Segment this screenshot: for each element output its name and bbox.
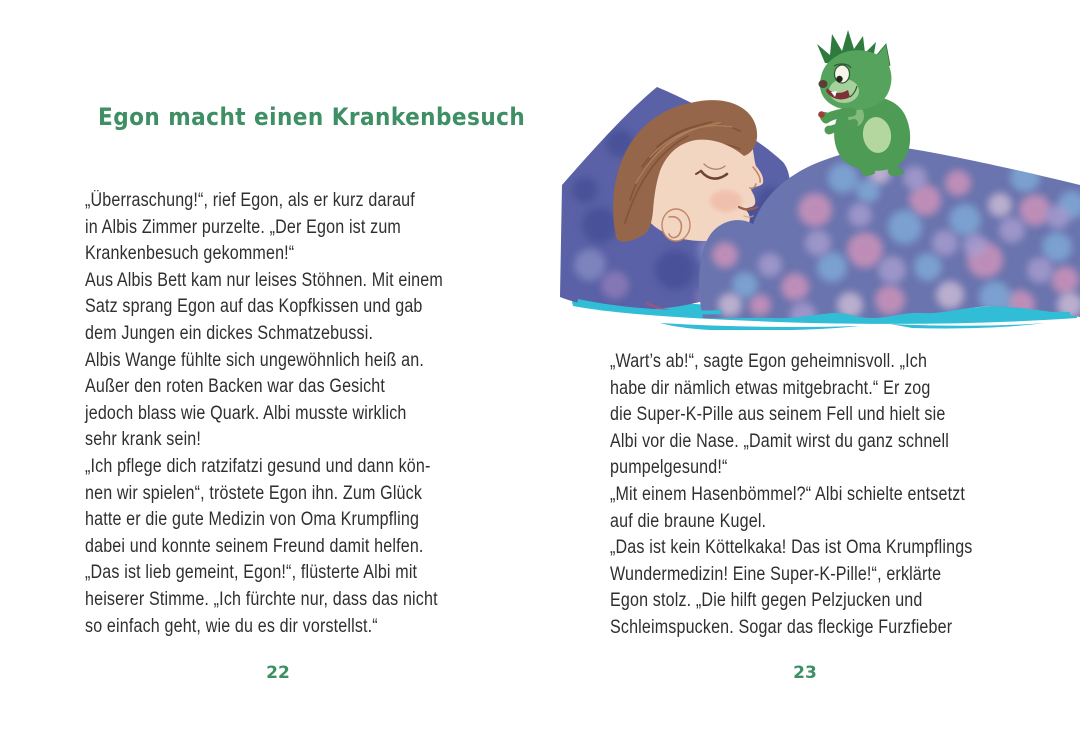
monster-paw-lower — [825, 126, 834, 135]
text-line: Schleimspucken. Sogar das fleckige Furzfieber — [610, 616, 953, 638]
monster-foot-right — [890, 168, 904, 175]
text-line: Wundermedizin! Eine Super-K-Pille!“, erklärte — [610, 563, 942, 585]
text-line: Satz sprang Egon auf das Kopfkissen und gab — [85, 296, 423, 318]
story-illustration — [560, 15, 1080, 330]
monster-foot-left — [861, 168, 875, 175]
cheek-blush — [710, 190, 742, 212]
text-line: „Ich pflege dich ratzifatzi gesund und dann kön- — [85, 455, 431, 477]
right-text-block — [610, 349, 1007, 642]
text-line: Krankenbesuch gekommen!“ — [85, 243, 295, 265]
text-line: „Das ist lieb gemeint, Egon!“, flüsterte Albi mit — [85, 562, 418, 584]
text-line: auf die braune Kugel. — [610, 510, 767, 532]
text-line: „Überraschung!“, rief Egon, als er kurz darauf — [85, 190, 415, 211]
text-line: hatte er die gute Medizin von Oma Krumpfling — [85, 509, 420, 531]
monster-nose — [819, 80, 828, 88]
text-line: so einfach geht, wie du es dir vorstellst.“ — [85, 615, 378, 637]
chapter-title: Egon macht einen Krankenbesuch — [98, 103, 526, 131]
boy-ear — [662, 209, 690, 241]
text-line: Albis Wange fühlte sich ungewöhnlich heiß an. — [85, 349, 425, 371]
text-line: in Albis Zimmer purzelte. „Der Egon ist zum — [85, 216, 401, 238]
text-line: pumpelgesund!“ — [610, 457, 728, 479]
text-line: heiserer Stimme. „Ich fürchte nur, dass das nicht — [85, 588, 438, 610]
text-line: dem Jungen ein dickes Schmatzebussi. — [85, 322, 374, 344]
monster-pupil — [836, 76, 842, 82]
text-line: die Super-K-Pille aus seinem Fell und hielt sie — [610, 404, 946, 426]
text-line: sehr krank sein! — [85, 429, 202, 451]
text-line: „Mit einem Hasenbömmel?“ Albi schielte entsetzt — [610, 483, 966, 505]
text-line: jedoch blass wie Quark. Albi musste wirklich — [85, 402, 407, 424]
text-line: „Das ist kein Köttelkaka! Das ist Oma Krumpflings — [610, 537, 973, 559]
text-line: dabei und konnte seinem Freund damit helfen. — [85, 535, 424, 557]
text-line: Außer den roten Backen war das Gesicht — [85, 376, 386, 398]
super-k-pille — [818, 111, 825, 118]
text-line: Aus Albis Bett kam nur leises Stöhnen. Mit einem — [85, 269, 443, 291]
text-line: nen wir spielen“, tröstete Egon ihn. Zum Glück — [85, 482, 423, 504]
page-number-left: 22 — [266, 663, 290, 683]
text-line: Egon stolz. „Die hilft gegen Pelzjucken und — [610, 590, 923, 612]
text-line: Albi vor die Nase. „Damit wirst du ganz schnell — [610, 430, 949, 452]
text-line: „Wart’s ab!“, sagte Egon geheimnisvoll. „Ich — [610, 351, 928, 372]
page-number-right: 23 — [793, 663, 817, 683]
text-line: habe dir nämlich etwas mitgebracht.“ Er zog — [610, 377, 931, 399]
egon-monster — [817, 30, 910, 176]
